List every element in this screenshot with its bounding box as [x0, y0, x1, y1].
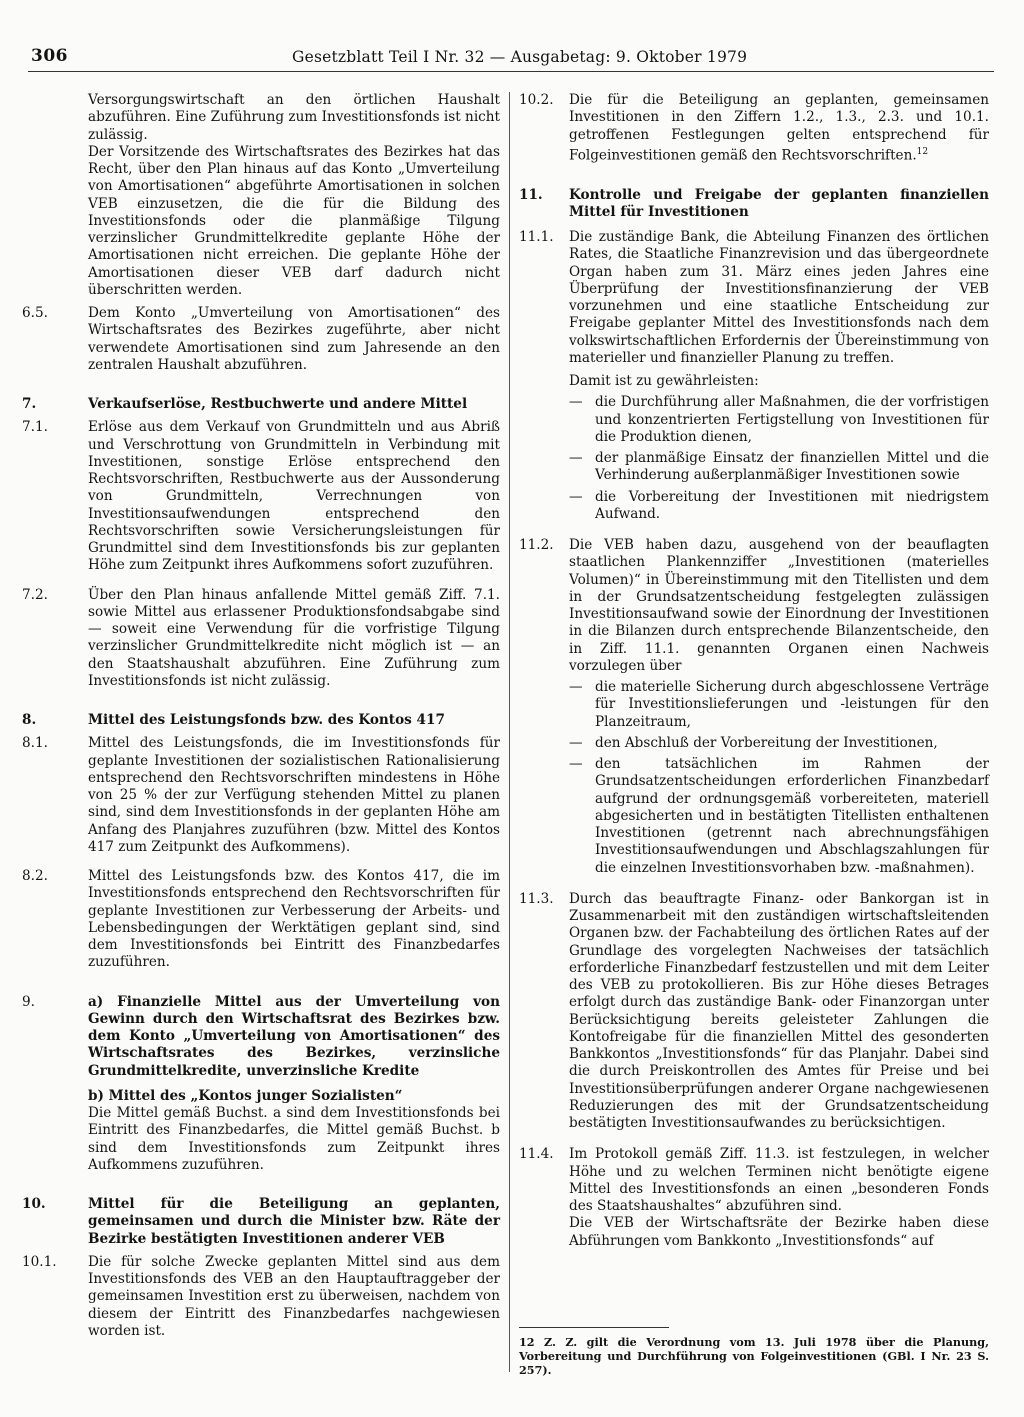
heading-text: Mittel für die Beteiligung an geplanten, gemeinsamen und durch die Minister bzw. Räte der Bezirke bestätigten Investitionen anderer VEB: [88, 1196, 500, 1247]
section-9: [22, 994, 500, 1175]
section-number: 10.2.: [519, 92, 554, 108]
section-number: 11.: [519, 186, 543, 203]
heading-text: Kontrolle und Freigabe der geplanten finanziellen Mittel für Investitionen: [569, 186, 989, 220]
section-text: Mittel des Leistungsfonds, die im Investitionsfonds für geplante Investitionen der sozialistischen Rationalisierung entsprechend den Rechtsvorschriften mindestens in Höhe von 25 % der zur Verfügung stehenden Mittel zu planen sind, sind dem Investitionsfonds in der geplanten Höhe am Anfang des Planjahres zuzuführen (bzw. Mittel des Kontos 417 zum Zeitpunkt des Aufkommens).: [88, 735, 500, 855]
section-text: Die für solche Zwecke geplanten Mittel sind aus dem Investitionsfonds des VEB an den Hauptauftraggeber der gemeinsamen Investition erst zu überweisen, nachdem von diesem der Eintritt des Finanzbedarfes nachgewiesen worden ist.: [88, 1253, 500, 1339]
list-item: [569, 489, 989, 524]
section-number: 11.4.: [519, 1146, 554, 1163]
section-11-3: [519, 891, 989, 1133]
list-item-text: der planmäßige Einsatz der finanziellen Mittel und die Verhinderung außerplanmäßiger Investitionen sowie: [595, 450, 989, 484]
section-text: Dem Konto „Umverteilung von Amortisationen“ des Wirtschaftsrates des Bezirkes zugeführte, aber nicht verwendete Amortisationen sind zum Jahresende an den zentralen Haushalt abzuführen.: [88, 305, 500, 373]
section-10-1: [22, 1254, 500, 1340]
section-number: 10.: [22, 1196, 46, 1212]
right-column: [519, 92, 989, 1250]
section-7-heading: [22, 396, 500, 413]
dash-bullet: —: [569, 488, 583, 505]
list-item-text: die Durchführung aller Maßnahmen, die der vorfristigen und konzentrierten Fertigstellung von Investitionen für die Produktion dienen,: [595, 394, 989, 445]
list-item: [569, 756, 989, 877]
list-item: [569, 394, 989, 446]
dash-bullet: —: [569, 450, 583, 467]
section-11-heading: [519, 187, 989, 222]
footnote-rule: [519, 1327, 669, 1328]
paragraph-6-4-continued: [22, 92, 500, 299]
section-text: Die zuständige Bank, die Abteilung Finanzen des örtlichen Rates, die Staatliche Finanzrevision und das übergeordnete Organ haben zum 31. März eines jeden Jahres eine Überprüfung der Investitionsfinanzierung der VEB vorzunehmen und eine staatliche Entscheidung zur Freigabe geplanter Mittel des Investitionsfonds nach dem volkswirtschaftlichen Erfordernis der Übereinstimmung von materieller und finanzieller Planung zu treffen.: [569, 229, 989, 366]
left-column: [22, 92, 500, 1340]
section-text: Mittel des Leistungsfonds bzw. des Kontos 417, die im Investitionsfonds entsprechend den Rechtsvorschriften für geplante Investitionen zur Verbesserung der Arbeits- und Lebensbedingungen der Werktätigen geplant sind, sind dem Investitionsfonds bei Eintritt des Finanzbedarfes zuzuführen.: [88, 868, 500, 971]
section-text: Über den Plan hinaus anfallende Mittel gemäß Ziff. 7.1. sowie Mittel aus erlassener Produktionsfondsabgabe sind — soweit eine Verwendung für die vorfristige Tilgung verzinslicher Grundmittelkredite nicht möglich ist — an den Staatshaushalt abzuführen. Eine Zuführung zum Investitionsfonds ist nicht zulässig.: [88, 586, 500, 689]
section-text: Durch das beauftragte Finanz- oder Bankorgan ist in Zusammenarbeit mit den zuständigen wirtschaftsleitenden Organen bzw. der Fachabteilung des örtlichen Rates auf der Grundlage des vorgelegten Nachweises der tatsächlich erforderliche Finanzbedarf festzustellen und mit dem Leiter des VEB zu protokollieren. Bis zur Höhe dieses Betrages erfolgt durch das zuständige Bank- oder Finanzorgan unter Berücksichtigung bereits geleisteter Zahlungen die Kontofreigabe für die finanziellen Mittel des gesonderten Bankkontos „Investitionsfonds“ für das Planjahr. Dabei sind die durch Preiskontrollen des Amtes für Preise und bei Investitionsüberprüfungen anderer Organe nachgewiesenen Reduzierungen des mit der Grundsatzentscheidung bestätigten Investitionsaufwandes zu berücksichtigen.: [569, 890, 989, 1132]
section-number: 8.: [22, 712, 37, 728]
section-11-4: [519, 1146, 989, 1250]
running-header: Gesetzblatt Teil I Nr. 32 — Ausgabetag: 9. Oktober 1979: [292, 48, 748, 66]
section-text: Erlöse aus dem Verkauf von Grundmitteln und aus Abriß und Verschrottung von Grundmitteln in Verbindung mit Investitionen, sonstige Erlöse entsprechend den Rechtsvorschriften, Restbuchwerte aus der Aussonderung von Grundmitteln, Verrechnungen von Investitionsaufwendungen entsprechend den Rechtsvorschriften sowie Versicherungsleistungen für Grundmittel sind dem Investitionsfonds bis zur geplanten Höhe zum Zeitpunkt ihres Aufkommens sofort zuzuführen.: [88, 419, 500, 574]
section-10-heading: [22, 1196, 500, 1248]
dash-bullet: —: [569, 394, 583, 411]
section-text: Die für die Beteiligung an geplanten, gemeinsamen Investitionen in den Ziffern 1.2., 1.3., 2.3. und 10.1. getroffenen Festlegungen gelten entsprechend für Folgeinvestitionen gemäß den Rechtsvorschriften.: [569, 92, 989, 164]
list-item: [569, 450, 989, 485]
section-number: 7.2.: [22, 586, 48, 603]
column-divider: [509, 92, 510, 1372]
section-number: 11.1.: [519, 229, 554, 246]
section-11-2: [519, 537, 989, 877]
section-number: 9.: [22, 993, 35, 1010]
section-8-1: [22, 735, 500, 856]
section-text: Die VEB der Wirtschaftsräte der Bezirke haben diese Abführungen vom Bankkonto „Investitionsfonds“ auf: [569, 1215, 989, 1249]
section-text: Damit ist zu gewährleisten:: [569, 373, 759, 390]
section-8-2: [22, 868, 500, 972]
section-number: 11.3.: [519, 890, 554, 907]
list-item-text: den Abschluß der Vorbereitung der Investitionen,: [595, 734, 938, 751]
section-7-2: [22, 587, 500, 691]
paragraph-text: Versorgungswirtschaft an den örtlichen Haushalt abzuführen. Eine Zuführung zum Investitionsfonds ist nicht zulässig.: [88, 92, 500, 143]
subheading-a: a) Finanzielle Mittel aus der Umverteilung von Gewinn durch den Wirtschaftsrat des Bezirkes bzw. dem Konto „Umverteilung von Amortisationen“ des Wirtschaftsrates des Bezirkes, verzinsliche Grundmittelkredite, unverzinsliche Kredite: [88, 993, 500, 1079]
heading-text: Mittel des Leistungsfonds bzw. des Kontos 417: [88, 712, 445, 728]
section-number: 6.5.: [22, 305, 48, 321]
footnote-reference: 12: [916, 146, 929, 157]
section-6-5: [22, 305, 500, 374]
section-number: 8.1.: [22, 735, 48, 752]
section-number: 11.2.: [519, 537, 554, 554]
list-item: [569, 679, 989, 731]
list-item-text: den tatsächlichen im Rahmen der Grundsatzentscheidungen erforderlichen Finanzbedarf aufgrund der ordnungsgemäß vorbereiteten, materiell abgesicherten und in bestätigten Titellisten enthaltenen Investitionen (getrennt nach abrechnungsfähigen Investitionsaufwendungen und Abschlagszahlungen für die einzelnen Investitionsvorhaben bzw. -maßnahmen).: [595, 756, 989, 876]
dash-bullet: —: [569, 756, 583, 773]
list-item-text: die materielle Sicherung durch abgeschlossene Verträge für Investitionslieferungen und -leistungen für den Planzeitraum,: [595, 679, 989, 730]
section-number: 8.2.: [22, 868, 48, 884]
heading-text: Verkaufserlöse, Restbuchwerte und andere Mittel: [88, 396, 468, 412]
dash-bullet: —: [569, 679, 583, 696]
list-item: [569, 735, 989, 752]
section-number: 7.1.: [22, 419, 48, 436]
section-8-heading: [22, 712, 500, 729]
section-10-2: [519, 92, 989, 165]
subheading-b: b) Mittel des „Kontos junger Sozialisten“: [88, 1087, 403, 1104]
header-rule: [28, 71, 994, 72]
section-text: Im Protokoll gemäß Ziff. 11.3. ist festzulegen, in welcher Höhe und zu welchen Terminen nicht benötigte eigene Mittel des Investitionsfonds an einen „besonderen Fonds des Staatshaushaltes“ abzuführen sind.: [569, 1146, 989, 1215]
section-text: Die Mittel gemäß Buchst. a sind dem Investitionsfonds bei Eintritt des Finanzbedarfes, die Mittel gemäß Buchst. b sind dem Investitionsfonds zum Zeitpunkt ihres Aufkommens zuzuführen.: [88, 1105, 500, 1173]
page-number: 306: [31, 46, 68, 66]
list-item-text: die Vorbereitung der Investitionen mit niedrigstem Aufwand.: [595, 488, 989, 522]
footnote: 12 Z. Z. gilt die Verordnung vom 13. Juli 1978 über die Planung, Vorbereitung und Durchführung von Folgeinvestitionen (GBl. I Nr. 23 S. 257).: [519, 1335, 989, 1377]
section-11-1: [519, 229, 989, 523]
section-text: Die VEB haben dazu, ausgehend von der beauflagten staatlichen Plankennziffer „Investitionen (materielles Volumen)“ in Übereinstimmung mit den Titellisten und dem in der Grundsatzentscheidung festgelegten zulässigen Investitionsaufwand sowie der Einordnung der Investitionen in die Bilanzen durch entsprechende Bilanzentscheide, den in Ziff. 11.1. genannten Organen einen Nachweis vorzulegen über: [569, 537, 989, 674]
section-number: 7.: [22, 396, 37, 412]
section-7-1: [22, 419, 500, 574]
paragraph-text: Der Vorsitzende des Wirtschaftsrates des Bezirkes hat das Recht, über den Plan hinaus auf das Konto „Umverteilung von Amortisationen“ abgeführte Amortisationen in solchen VEB einzusetzen, die die für die Bildung des Investitionsfonds oder die planmäßige Tilgung verzinslicher Grundmittelkredite geplante Höhe der Amortisationen nicht erreichen. Die geplante Höhe der Amortisationen dieser VEB darf dadurch nicht überschritten werden.: [88, 143, 500, 298]
section-number: 10.1.: [22, 1253, 57, 1270]
dash-bullet: —: [569, 734, 583, 751]
